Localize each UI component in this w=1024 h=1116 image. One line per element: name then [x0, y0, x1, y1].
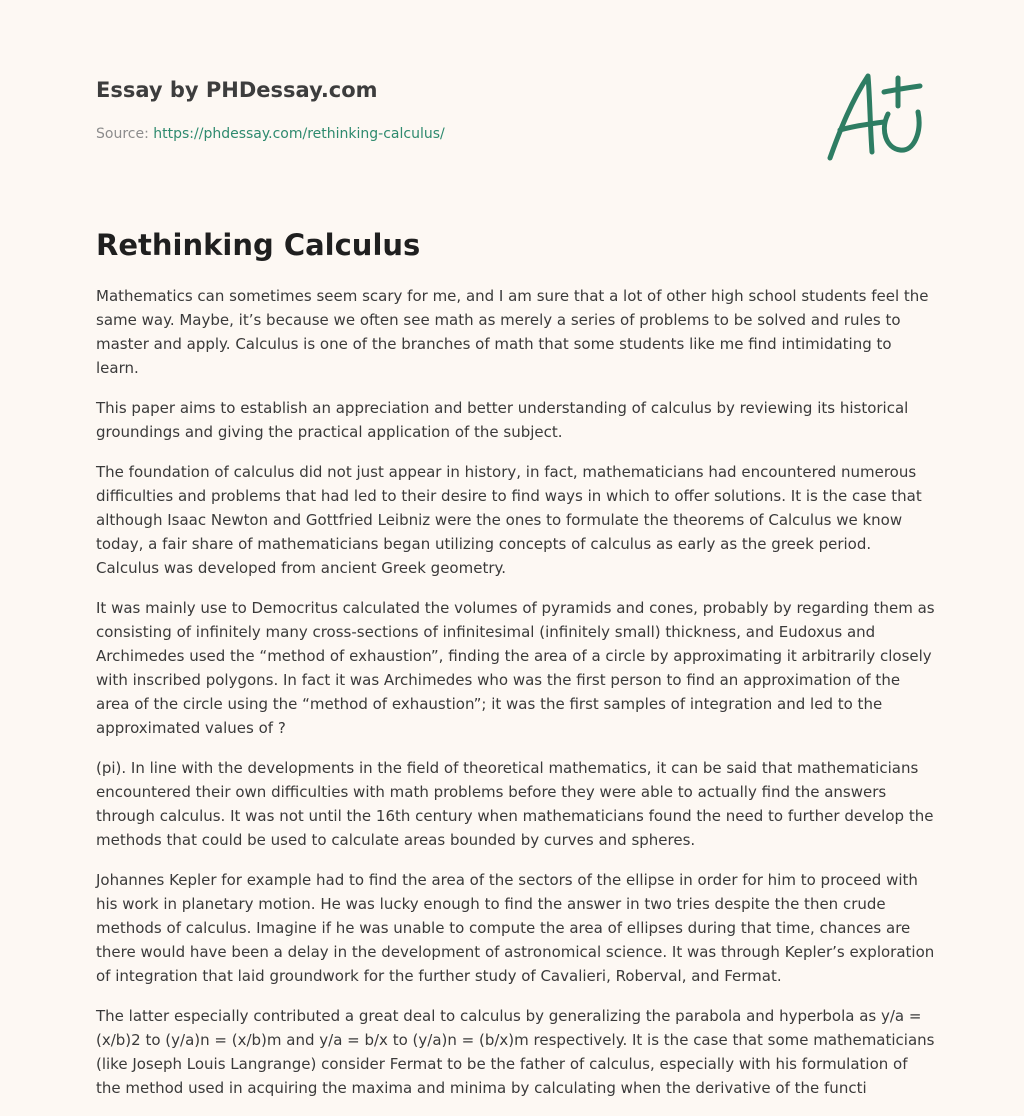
paragraph: This paper aims to establish an appreciation and better understanding of calculus by reviewing its historical groundings and giving the practical application of the subject.: [96, 399, 909, 441]
article-title: Rethinking Calculus: [96, 228, 421, 262]
paragraph: It was mainly use to Democritus calculated the volumes of pyramids and cones, probably by regarding them as consisting of infinitely many cross-sections of infinitesimal (infinitely small) thickness, and Eudoxus and Archimedes used the “method of exhaustion”, finding the area of a circle by approximating it arbitrarily closely with inscribed polygons. In fact it was Archimedes who was the first person to find an approximation of the area of the circle using the “method of exhaustion”; it was the first samples of integration and led to the approximated values of ?: [96, 599, 935, 737]
source-label: Source:: [96, 126, 149, 142]
paragraph: Mathematics can sometimes seem scary for me, and I am sure that a lot of other high school students feel the same way. Maybe, it’s because we often see math as merely a series of problems to be solved and rules to master and apply. Calculus is one of the branches of math that some students like me find intimidating to learn.: [96, 287, 929, 377]
paragraph: The latter especially contributed a great deal to calculus by generalizing the parabola and hyperbola as y/a = (x/b)2 to (y/a)n = (x/b)m and y/a = b/x to (y/a)n = (b/x)m respectively. It is the case that some mathematicians (like Joseph Louis Langrange) consider Fermat to be the father of calculus, especially with his formulation of the method used in acquiring the maxima and minima by calculating when the derivative of the functi: [96, 1007, 935, 1097]
paragraph: Johannes Kepler for example had to find the area of the sectors of the ellipse in order for him to proceed with his work in planetary motion. He was lucky enough to find the answer in two tries despite the then crude methods of calculus. Imagine if he was unable to compute the area of ellipses during that time, chances are there would have been a delay in the development of astronomical science. It was through Kepler’s exploration of integration that laid groundwork for the further study of Cavalieri, Roberval, and Fermat.: [96, 871, 935, 985]
paragraph: The foundation of calculus did not just appear in history, in fact, mathematicians had encountered numerous difficulties and problems that had led to their desire to find ways in which to offer solutions. It is the case that although Isaac Newton and Gottfried Leibniz were the ones to formulate the theorems of Calculus we know today, a fair share of mathematicians began utilizing concepts of calculus as early as the greek period. Calculus was developed from ancient Greek geometry.: [96, 463, 922, 577]
site-brand: Essay by PHDessay.com: [96, 78, 378, 102]
source-link[interactable]: https://phdessay.com/rethinking-calculus/: [153, 126, 445, 142]
a-plus-grade-logo-icon: [822, 70, 926, 164]
article-body: [96, 284, 936, 1116]
source-line: [96, 124, 696, 144]
paragraph: (pi). In line with the developments in the field of theoretical mathematics, it can be said that mathematicians encountered their own difficulties with math problems before they were able to actually find the answers through calculus. It was not until the 16th century when mathematicians found the need to further develop the methods that could be used to calculate areas bounded by curves and spheres.: [96, 759, 934, 849]
essay-header: [96, 76, 696, 144]
